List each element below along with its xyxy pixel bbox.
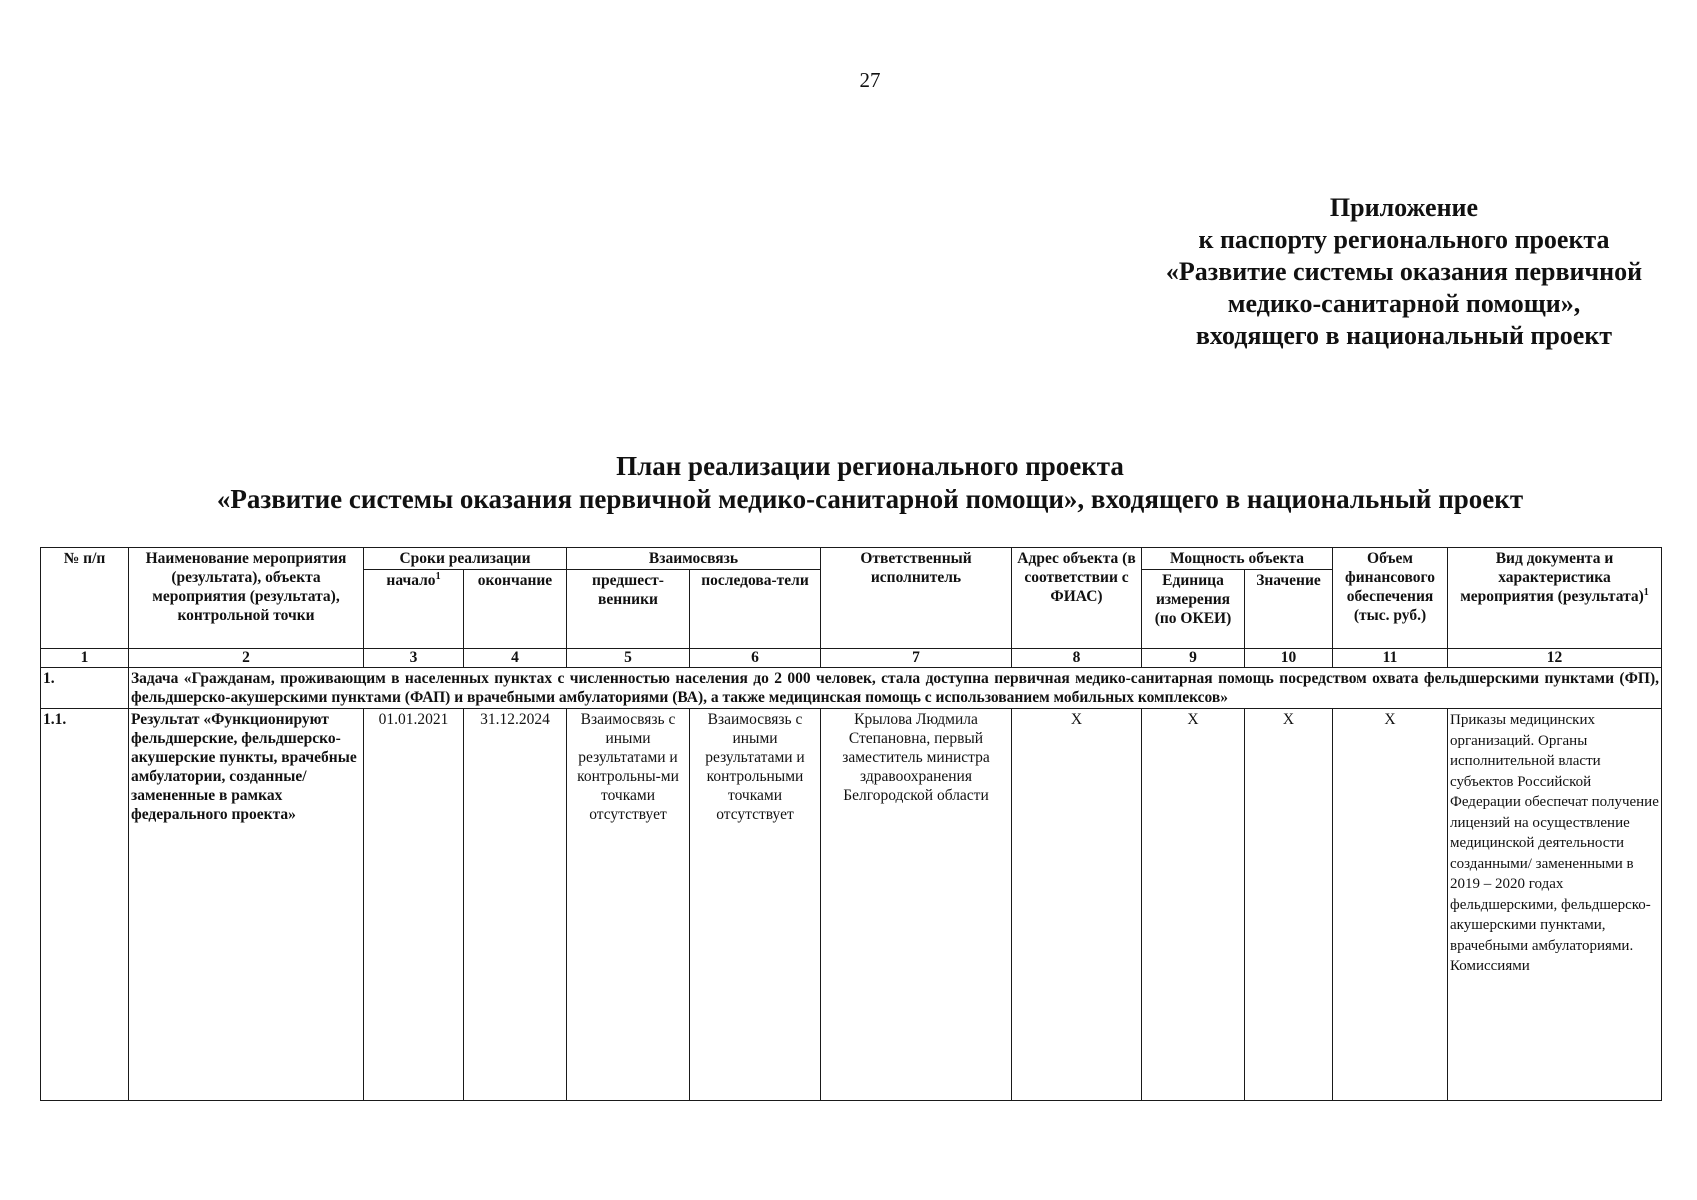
header-finance: Объем финансового обеспечения (тыс. руб.): [1333, 548, 1448, 649]
appendix-line: входящего в национальный проект: [1195, 321, 1613, 350]
column-number: 2: [129, 649, 364, 668]
task-num: 1.: [41, 668, 129, 709]
row-responsible: Крылова Людмила Степановна, первый заместитель министра здравоохранения Белгородской области: [821, 709, 1012, 1101]
header-relation: Взаимосвязь: [567, 548, 821, 570]
column-number: 3: [364, 649, 464, 668]
row-doc: Приказы медицинских организаций. Органы исполнительной власти субъектов Российской Федерации обеспечат получение лицензий на осуществление медицинской деятельности созданными/ замененными в 2019 – 2020 годах фельдшерскими, фельдшерско-акушерскими пунктами, врачебными амбулаториями. Комиссиями: [1448, 709, 1662, 1101]
row-name: Результат «Функционируют фельдшерские, фельдшерско-акушерские пункты, врачебные амбулатории, созданные/замененные в рамках федерального проекта»: [129, 709, 364, 1101]
appendix-line: к паспорту регионального проекта: [1198, 225, 1610, 254]
appendix-heading: [1100, 192, 1697, 352]
row-predecessors: Взаимосвязь с иными результатами и контрольны-ми точками отсутствует: [567, 709, 690, 1101]
header-doc-label: Вид документа и характеристика мероприятия (результата): [1460, 550, 1644, 605]
column-number: 6: [690, 649, 821, 668]
row-end: 31.12.2024: [464, 709, 567, 1101]
task-row: [41, 668, 1662, 709]
column-number: 9: [1142, 649, 1245, 668]
header-doc: [1448, 548, 1662, 649]
footnote-mark: 1: [1643, 586, 1649, 598]
task-text: Задача «Гражданам, проживающим в населенных пунктах с численностью населения до 2 000 человек, стала доступна первичная медико-санитарная помощь посредством охвата фельдшерскими пунктами (ФП), фельдшерско-акушерскими пунктами (ФАП) и врачебными амбулаториями (ВА), а также медицинская помощь с использованием мобильных комплексов»: [129, 668, 1662, 709]
row-successors: Взаимосвязь с иными результатами и контрольными точками отсутствует: [690, 709, 821, 1101]
table-row: [41, 709, 1662, 1101]
header-capacity: Мощность объекта: [1142, 548, 1333, 570]
header-terms: Сроки реализации: [364, 548, 567, 570]
column-number: 10: [1245, 649, 1333, 668]
plan-title: [0, 450, 1697, 516]
header-num: № п/п: [41, 548, 129, 649]
row-finance: Х: [1333, 709, 1448, 1101]
row-start: 01.01.2021: [364, 709, 464, 1101]
page-number: 27: [859, 68, 881, 92]
column-number: 1: [41, 649, 129, 668]
implementation-plan-table: [40, 547, 1662, 1101]
header-successors: последова-тели: [690, 570, 821, 649]
header-start-label: начало: [386, 572, 436, 589]
appendix-line: медико-санитарной помощи»,: [1227, 289, 1581, 318]
footnote-mark: 1: [435, 570, 441, 582]
header-start: [364, 570, 464, 649]
row-unit: Х: [1142, 709, 1245, 1101]
header-predecessors: предшест-венники: [567, 570, 690, 649]
header-name: Наименование мероприятия (результата), объекта мероприятия (результата), контрольной точки: [129, 548, 364, 649]
plan-title-line: План реализации регионального проекта: [616, 451, 1124, 481]
column-number: 12: [1448, 649, 1662, 668]
column-number: 7: [821, 649, 1012, 668]
column-number: 8: [1012, 649, 1142, 668]
row-num: 1.1.: [41, 709, 129, 1101]
header-value: Значение: [1245, 570, 1333, 649]
header-unit: Единица измерения (по ОКЕИ): [1142, 570, 1245, 649]
appendix-line: Приложение: [1329, 193, 1479, 222]
header-end: окончание: [464, 570, 567, 649]
row-address: Х: [1012, 709, 1142, 1101]
row-value: Х: [1245, 709, 1333, 1101]
header-address: Адрес объекта (в соответствии с ФИАС): [1012, 548, 1142, 649]
column-number: 5: [567, 649, 690, 668]
column-number: 11: [1333, 649, 1448, 668]
appendix-line: «Развитие системы оказания первичной: [1165, 257, 1643, 286]
column-number: 4: [464, 649, 567, 668]
header-responsible: Ответственный исполнитель: [821, 548, 1012, 649]
plan-title-line: «Развитие системы оказания первичной медико-санитарной помощи», входящего в национальный проект: [216, 484, 1524, 514]
